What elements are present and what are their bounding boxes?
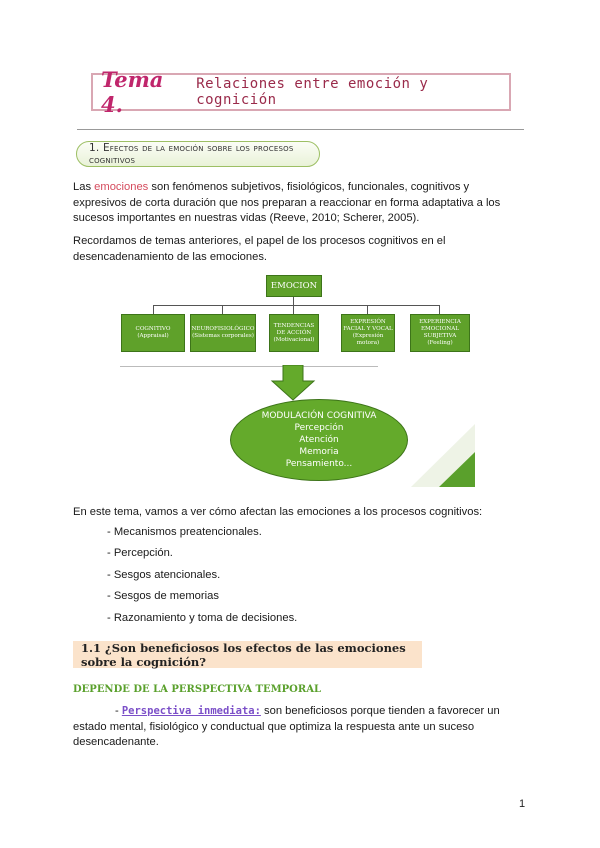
modulation-item: Memoria bbox=[299, 447, 339, 457]
document-title bbox=[91, 67, 511, 117]
diagram-node-cognitivo bbox=[121, 314, 185, 352]
diagram-node-neurofisiologico bbox=[190, 314, 256, 352]
down-arrow-icon bbox=[268, 365, 318, 401]
diagram-connector bbox=[293, 297, 294, 305]
title-text: Relaciones entre emoción y cognición bbox=[196, 76, 429, 108]
page-number: 1 bbox=[519, 798, 526, 810]
diagram-node-experiencia bbox=[410, 314, 470, 352]
diagram-separator bbox=[120, 366, 378, 367]
modulation-item: Pensamiento... bbox=[285, 459, 353, 469]
paragraph-dash: - bbox=[115, 705, 122, 717]
intro-paragraph bbox=[73, 180, 525, 227]
diagram-root-emocion: EMOCION bbox=[266, 275, 322, 297]
node-sublabel: (Feeling) bbox=[427, 340, 453, 346]
diagram-connector bbox=[367, 305, 368, 314]
node-label: NEUROFISIOLÓGICO bbox=[191, 326, 255, 332]
modulation-item: Atención bbox=[299, 435, 339, 445]
diagram-node-tendencias bbox=[269, 314, 319, 352]
horizontal-rule bbox=[77, 129, 524, 130]
modulation-ellipse bbox=[230, 399, 408, 481]
node-sublabel: (Appraisal) bbox=[137, 333, 169, 339]
node-sublabel: (Expresión motora) bbox=[352, 333, 384, 346]
perspectiva-inmediata-link[interactable]: Perspectiva inmediata: bbox=[121, 705, 261, 717]
section-heading: 1. Efectos de la emoción sobre los procesos cognitivos bbox=[76, 141, 320, 167]
paragraph-rest: son beneficiosos porque tienden a favorecer un estado mental, fisiológico y conductual que optimiza la respuesta ante un suceso desencadenante. bbox=[73, 705, 500, 749]
node-label: COGNITIVO bbox=[135, 326, 171, 332]
node-sublabel: (Sistemas corporales) bbox=[192, 333, 254, 339]
modulation-title: MODULACIÓN COGNITIVA bbox=[261, 411, 377, 421]
intro-part2: son fenómenos subjetivos, fisiológicos, funcionales, cognitivos y expresivos de corta duración que nos preparan a reaccionar en forma adaptativa a los sucesos importantes en nuestras vidas (Reeve, 2010; Scherer, 2005). bbox=[73, 181, 501, 225]
modulation-item: Percepción bbox=[294, 423, 344, 433]
diagram-connector bbox=[293, 305, 294, 314]
diagram-node-expresion bbox=[341, 314, 395, 352]
list-item: - Sesgos atencionales. bbox=[107, 569, 221, 581]
diagram-connector bbox=[153, 305, 440, 306]
subsection-heading: 1.1 ¿Son beneficiosos los efectos de las emociones sobre la cognición? bbox=[73, 641, 422, 668]
diagram-connector bbox=[439, 305, 440, 314]
node-label: EXPRESIÓN FACIAL Y VOCAL bbox=[343, 319, 393, 332]
diagram-connector bbox=[222, 305, 223, 314]
node-label: TENDENCIAS DE ACCIÓN bbox=[273, 322, 315, 336]
list-item: - Razonamiento y toma de decisiones. bbox=[107, 612, 298, 624]
recall-paragraph: Recordamos de temas anteriores, el papel de los procesos cognitivos en el desencadenamiento de las emociones. bbox=[73, 235, 446, 263]
node-sublabel: (Motivacional) bbox=[273, 336, 315, 343]
node-label: EXPERIENCIA EMOCIONAL SUBJETIVA bbox=[419, 319, 461, 339]
intro-part1: Las bbox=[73, 181, 95, 193]
list-item: - Percepción. bbox=[107, 547, 173, 559]
title-tema: Tema 4. bbox=[101, 67, 164, 117]
intro-highlight: emociones bbox=[94, 181, 149, 193]
diagram-connector bbox=[153, 305, 154, 314]
list-item: - Sesgos de memorias bbox=[107, 590, 219, 602]
corner-triangle-decoration bbox=[411, 424, 476, 488]
perspective-paragraph bbox=[73, 704, 525, 751]
tema-intro: En este tema, vamos a ver cómo afectan las emociones a los procesos cognitivos: bbox=[73, 506, 483, 518]
list-item: - Mecanismos preatencionales. bbox=[107, 526, 262, 538]
green-heading: DEPENDE DE LA PERSPECTIVA TEMPORAL bbox=[73, 684, 321, 695]
